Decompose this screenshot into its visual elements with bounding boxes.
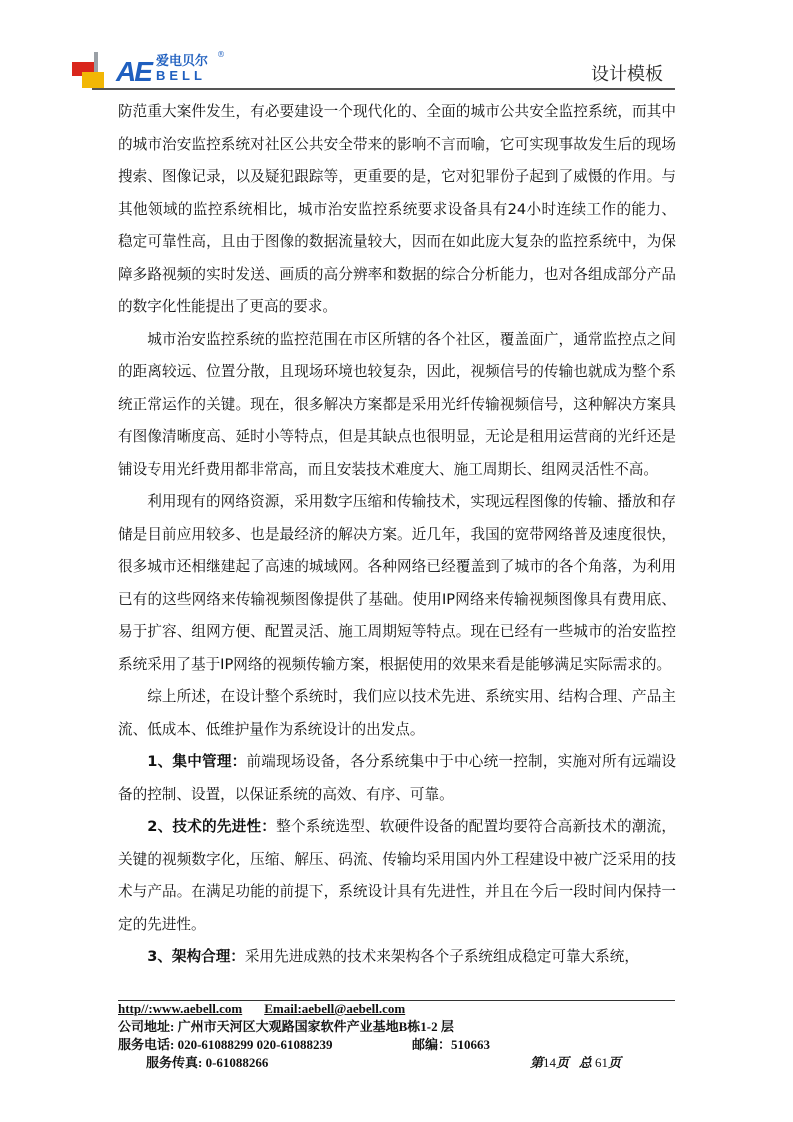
header-title: 设计模板	[591, 64, 663, 85]
footer-phone-row	[118, 1036, 678, 1054]
paragraph-2	[118, 324, 676, 487]
header-divider	[92, 88, 675, 90]
company-logo	[72, 50, 232, 90]
paragraph-7	[118, 941, 676, 974]
footer-fax: 服务传真: 0-61088266	[146, 1055, 269, 1070]
page-label-prefix: 第	[530, 1055, 544, 1070]
footer-website-link[interactable]: http//:www.aebell.com	[118, 1001, 243, 1016]
logo-registered-mark: ®	[217, 50, 225, 59]
paragraph-6	[118, 811, 676, 941]
paragraph-text: 采用先进成熟的技术来架构各个子系统组成稳定可靠大系统，	[244, 948, 639, 965]
paragraph-text: 前端现场设备，各分系统集中于中心统一控制，实施对所有远端设备的控制、设置，以保证系统的高效、有序、可靠。	[118, 753, 676, 803]
footer-postcode: 邮编：510663	[412, 1037, 491, 1052]
footer-phone: 服务电话: 020-61088299 020-61088239	[118, 1037, 333, 1052]
paragraph-lead: 1、集中管理：	[147, 753, 247, 770]
paragraph-4	[118, 681, 676, 746]
footer-email-link[interactable]: Email:aebell@aebell.com	[264, 1001, 406, 1016]
paragraph-5	[118, 746, 676, 811]
paragraph-lead: 2、技术的先进性：	[147, 818, 277, 835]
paragraph-text: 城市治安监控系统的监控范围在市区所辖的各个社区，覆盖面广，通常监控点之间的距离较远、位置分散，且现场环境也较复杂，因此，视频信号的传输也就成为整个系统正常运作的关键。现在，很多解决方案都是采用光纤传输视频信号，这种解决方案具有图像清晰度高、延时小等特点，但是其缺点也很明显，无论是租用运营商的光纤还是铺设专用光纤费用都非常高，而且安装技术难度大、施工周期长、组网灵活性不高。	[118, 330, 676, 478]
paragraph-text: 利用现有的网络资源，采用数字压缩和传输技术，实现远程图像的传输、播放和存储是目前应用较多、也是最经济的解决方案。近几年，我国的宽带网络普及速度很快，很多城市还相继建起了高速的城域网。各种网络已经覆盖到了城市的各个角落，为利用已有的这些网络来传输视频图像提供了基础。使用IP网络来传输视频图像具有费用底、易于扩容、组网方便、配置灵活、施工周期短等特点。现在已经有一些城市的治安监控系统采用了基于IP网络的视频传输方案，根据使用的效果来看是能够满足实际需求的。	[118, 493, 676, 673]
page-number: 14	[543, 1055, 557, 1070]
total-suffix: 页	[608, 1055, 622, 1070]
page-indicator	[530, 1054, 621, 1072]
footer-contact-row	[118, 1000, 678, 1018]
page-footer	[118, 1000, 678, 1072]
logo-chinese-text: 爱电贝尔	[156, 54, 209, 69]
logo-bell-text: BELL	[156, 68, 206, 83]
total-label: 总	[578, 1055, 592, 1070]
total-pages: 61	[595, 1055, 609, 1070]
document-body	[118, 96, 676, 974]
paragraph-text: 综上所述，在设计整个系统时，我们应以技术先进、系统实用、结构合理、产品主流、低成本、低维护量作为系统设计的出发点。	[118, 688, 676, 738]
paragraph-text: 防范重大案件发生，有必要建设一个现代化的、全面的城市公共安全监控系统，而其中的城市治安监控系统对社区公共安全带来的影响不言而喻，它可实现事故发生后的现场搜索、图像记录，以及疑犯跟踪等，更重要的是，它对犯罪份子起到了威慑的作用。与其他领域的监控系统相比，城市治安监控系统要求设备具有24小时连续工作的能力、稳定可靠性高，且由于图像的数据流量较大，因而在如此庞大复杂的监控系统中，为保障多路视频的实时发送、画质的高分辨率和数据的综合分析能力，也对各组成部分产品的数字化性能提出了更高的要求。	[118, 103, 676, 315]
paragraph-3	[118, 486, 676, 681]
paragraph-text: 整个系统选型、软硬件设备的配置均要符合高新技术的潮流，关键的视频数字化，压缩、解压、码流、传输均采用国内外工程建设中被广泛采用的技术与产品。在满足功能的前提下，系统设计具有先进性，并且在今后一段时间内保持一定的先进性。	[118, 818, 676, 933]
logo-yellow-block	[82, 72, 104, 88]
footer-address-row	[118, 1018, 678, 1036]
paragraph-1	[118, 96, 676, 324]
logo-ae-text: AE	[116, 56, 151, 87]
footer-fax-row	[118, 1054, 678, 1072]
page-label-mid: 页	[556, 1055, 570, 1070]
footer-address: 公司地址: 广州市天河区大观路国家软件产业基地B栋1-2 层	[118, 1019, 454, 1034]
paragraph-lead: 3、架构合理：	[147, 948, 245, 965]
